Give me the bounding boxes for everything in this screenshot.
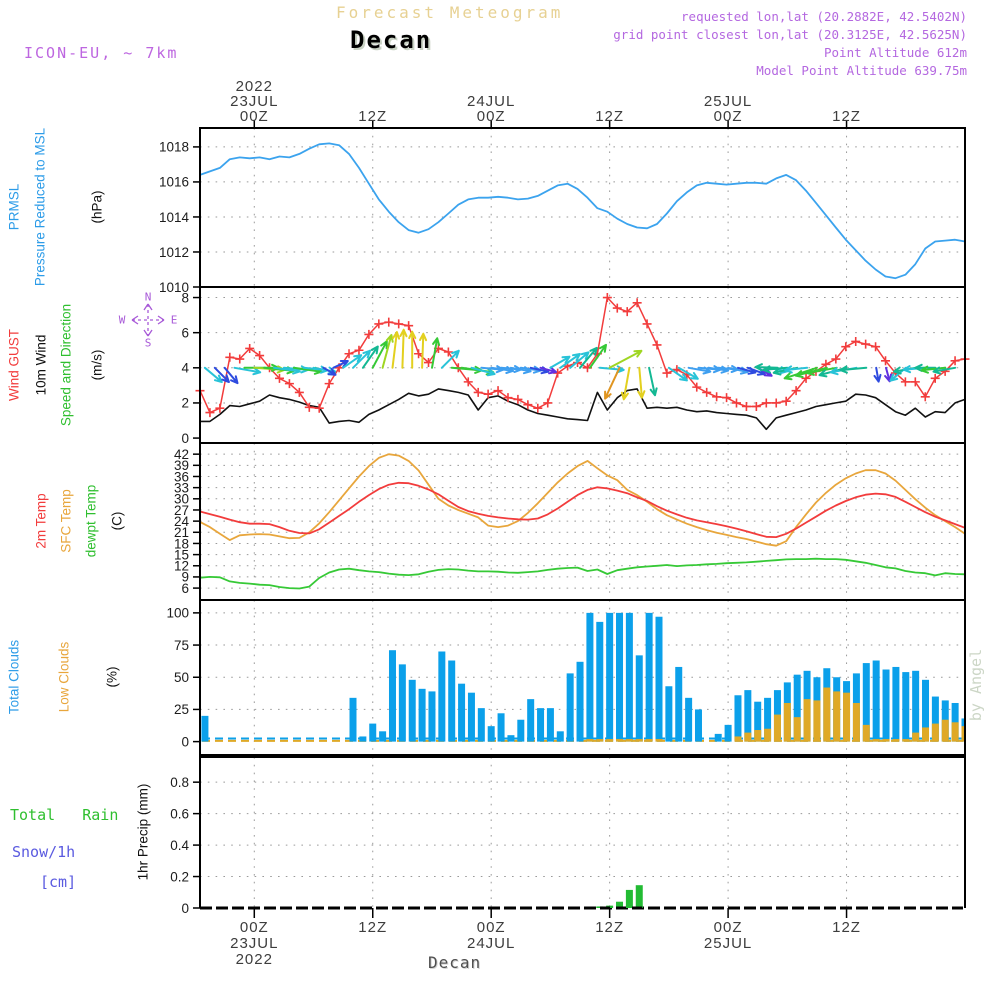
marker-plus [861,340,870,349]
marker-plus [702,388,711,397]
dewpoint-label: dewpt Temp [83,484,99,558]
wind-arrow [205,368,222,382]
bar-total_clouds [507,735,514,741]
wind-arrow [432,338,439,368]
gridpoint-lonlat: grid point closest lon,lat (20.3125E, 42.5625N) [613,27,967,42]
bar-low_clouds [873,739,880,742]
top-time-label: 12Z [358,108,388,125]
y-tick-label: 0.8 [170,774,189,790]
bottom-time-label: 24JUL [467,935,516,952]
bar-total_clouds [675,667,682,742]
bar-total_clouds [428,691,435,741]
bar-low_clouds [813,700,820,741]
series-dewpoint [200,559,965,589]
bar-low_clouds [833,691,840,741]
marker-plus [384,318,393,327]
marker-plus [851,337,860,346]
pressure-label-2: Pressure Reduced to MSL [32,127,48,287]
y-tick-label: 1016 [158,174,189,190]
bar-total_clouds [902,672,909,742]
bar-total_clouds [577,662,584,742]
panel-border-pressure [200,128,965,287]
wind-dir-label: Speed and Direction [58,303,74,427]
marker-plus [712,392,721,401]
y-tick-label: 100 [166,605,189,621]
marker-plus [225,353,234,362]
bar-total_clouds [488,726,495,741]
wind10m-label: 10m Wind [33,334,49,396]
bottom-time-label: 12Z [595,919,625,936]
wind-arrow [400,330,406,368]
wind-unit-label: (m/s) [89,349,105,381]
bar-total_clouds [646,613,653,742]
top-time-label: 12Z [595,108,625,125]
wind-arrow [610,351,642,368]
top-time-label: 2022 [235,78,273,95]
bottom-time-label: 00Z [713,919,743,936]
temp-unit-label: (C) [109,511,125,531]
bar-low_clouds [843,693,850,742]
marker-plus [205,408,214,417]
bar-low_clouds [804,699,811,741]
panel-border-precip [200,757,965,908]
low-clouds-label: Low Clouds [56,641,72,713]
bar-low_clouds [606,739,613,742]
bar-total_clouds [547,708,554,741]
compass-east-label: E [170,313,178,327]
marker-plus [494,386,503,395]
compass-north-label: N [144,290,152,304]
bar-total_clouds [873,661,880,742]
bottom-time-label: 00Z [476,919,506,936]
bar-low_clouds [586,739,593,742]
top-time-label: 23JUL [230,93,279,110]
bar-total_clouds [567,673,574,741]
y-tick-label: 50 [173,670,189,686]
bar-low_clouds [626,739,633,742]
bar-total_clouds [725,725,732,742]
bar-total_clouds [201,716,208,742]
bottom-time-label: 12Z [832,919,861,936]
page-title: Forecast Meteogram [336,3,564,22]
marker-plus [345,349,354,358]
requested-lonlat: requested lon,lat (20.2882E, 42.5402N) [681,9,967,24]
station-title: Decan [350,26,433,54]
bar-total_clouds [734,695,741,741]
bar-total_clouds [586,613,593,742]
bar-total_clouds [557,731,564,741]
y-tick-label: 8 [181,290,189,306]
y-tick-label: 27 [173,502,189,518]
bar-total_clouds [369,724,376,742]
marker-plus [921,392,930,401]
y-tick-label: 6 [181,325,189,341]
sfc-temp-label: SFC Temp [58,489,74,553]
y-tick-label: 1014 [158,209,189,225]
wind-arrow [622,368,630,400]
bar-low_clouds [922,727,929,741]
y-tick-label: 9 [181,569,189,585]
bar-total_clouds [409,680,416,742]
bar-total_clouds [685,698,692,742]
pressure-label-1: PRMSL [6,183,22,231]
gust-label: Wind GUST [6,328,22,402]
bar-total_clouds [656,617,663,742]
precip-axis-label: 1hr Precip (mm) [135,783,151,881]
total-clouds-label: Total Clouds [6,639,22,715]
bar-low_clouds [883,739,890,742]
bar-total_clouds [606,613,613,742]
series-wind10m [200,389,965,429]
wind-arrow [605,368,619,399]
bar-total_clouds [478,708,485,741]
point-altitude: Point Altitude 612m [824,45,967,60]
bar-low_clouds [744,733,751,742]
y-tick-label: 24 [173,513,189,529]
bar-total_clouds [626,613,633,742]
top-time-label: 00Z [713,108,743,125]
bar-total_clouds [892,667,899,742]
wind-arrow [409,332,415,368]
marker-plus [533,404,542,413]
y-tick-label: 75 [173,637,189,653]
wind-arrow [875,368,881,382]
series-gust [200,298,965,413]
wind-arrow [649,368,657,395]
y-tick-label: 6 [181,580,189,596]
bar-total_clouds [596,622,603,742]
series-prmsl [200,143,965,278]
marker-plus [722,393,731,402]
marker-plus [653,340,662,349]
bar-total_clouds [389,650,396,741]
y-tick-label: 15 [173,547,189,563]
pressure-unit-label: (hPa) [89,190,105,224]
compass-west-label: W [118,313,126,327]
top-time-label: 25JUL [703,93,753,110]
bar-total_clouds [448,661,455,742]
bottom-time-label: 2022 [235,951,273,968]
bar-low_clouds [764,729,771,742]
bar-total_clouds [399,664,406,741]
watermark: by Angel [967,648,985,722]
marker-plus [662,369,671,378]
bar-low_clouds [863,725,870,742]
bar-low_clouds [912,733,919,742]
compass-south-label: S [144,336,152,350]
bar-total_clouds [537,708,544,741]
model-altitude: Model Point Altitude 639.75m [756,63,967,78]
bar-total_clouds [438,651,445,741]
bar-low_clouds [932,724,939,742]
bottom-time-label: 12Z [358,919,388,936]
bar-low_clouds [853,703,860,742]
marker-plus [543,398,552,407]
y-tick-label: 0.6 [170,806,189,822]
y-tick-label: 1018 [158,139,189,155]
marker-plus [752,402,761,411]
y-tick-label: 25 [173,702,189,718]
bar-low_clouds [784,703,791,742]
bar-total_clouds [665,686,672,741]
y-tick-label: 18 [173,536,189,552]
y-tick-label: 33 [173,480,189,496]
y-tick-label: 1010 [158,279,189,295]
bar-low_clouds [636,739,643,742]
y-tick-label: 0.2 [170,869,189,885]
bar-low_clouds [646,739,653,742]
marker-plus [444,348,453,357]
t2m-label: 2m Temp [33,493,49,549]
bar-total_clouds [458,684,465,742]
bottom-time-label: 23JUL [230,935,279,952]
bottom-time-label: 25JUL [703,935,753,952]
bar-low_clouds [754,730,761,742]
marker-plus [354,346,363,355]
bar-low_clouds [656,739,663,742]
snow-label: Snow/1h [12,843,76,861]
top-time-label: 00Z [239,108,269,125]
marker-plus [931,374,940,383]
wind-arrow [393,332,400,368]
y-tick-label: 36 [173,469,189,485]
wind-arrow [638,368,644,398]
bar-total_clouds [498,713,505,741]
bar-low_clouds [823,688,830,742]
bar-total_clouds [517,720,524,742]
marker-plus [772,398,781,407]
bar-total_clouds [379,731,386,741]
bar-precip_1hr [636,885,643,908]
bar-precip_1hr [626,890,633,908]
bar-total_clouds [715,734,722,742]
marker-plus [762,398,771,407]
bar-low_clouds [892,739,899,742]
y-tick-label: 12 [173,558,189,574]
bar-total_clouds [359,736,366,741]
top-time-label: 00Z [476,108,506,125]
bar-total_clouds [912,671,919,742]
bar-total_clouds [468,693,475,742]
bar-total_clouds [883,670,890,742]
wind-arrow [363,347,378,368]
y-tick-label: 2 [181,395,189,411]
bar-low_clouds [734,736,741,741]
bar-low_clouds [952,722,959,741]
y-tick-label: 0 [181,734,189,750]
bar-low_clouds [596,739,603,742]
bar-total_clouds [636,655,643,741]
y-tick-label: 0 [181,430,189,446]
top-time-label: 24JUL [467,93,516,110]
y-tick-label: 30 [173,491,189,507]
marker-plus [643,319,652,328]
bar-low_clouds [616,739,623,742]
bar-total_clouds [350,698,357,742]
snow-unit-label: [cm] [40,873,77,891]
y-tick-label: 39 [173,458,189,474]
marker-plus [911,377,920,386]
marker-plus [325,379,334,388]
clouds-unit-label: (%) [104,666,120,688]
marker-plus [732,398,741,407]
marker-plus [394,319,403,328]
bar-low_clouds [794,717,801,741]
bar-low_clouds [962,726,965,741]
y-tick-label: 21 [173,525,189,541]
y-tick-label: 1012 [158,244,189,260]
bar-total_clouds [527,699,534,741]
bar-low_clouds [942,720,949,742]
bar-low_clouds [902,739,909,742]
y-tick-label: 4 [181,360,189,376]
bar-low_clouds [774,715,781,742]
marker-plus [404,321,413,330]
bar-total_clouds [695,709,702,741]
y-tick-label: 0 [181,900,189,916]
model-label: ICON-EU, ~ 7km [24,44,179,62]
bottom-time-label: 00Z [239,919,269,936]
total-rain-label: Total Rain [10,806,119,824]
footer-station: Decan [428,953,482,972]
bar-total_clouds [419,689,426,742]
bar-total_clouds [616,613,623,742]
marker-plus [742,402,751,411]
y-tick-label: 0.4 [170,837,189,853]
top-time-label: 12Z [832,108,861,125]
wind-arrow [383,335,393,368]
y-tick-label: 42 [173,446,189,462]
